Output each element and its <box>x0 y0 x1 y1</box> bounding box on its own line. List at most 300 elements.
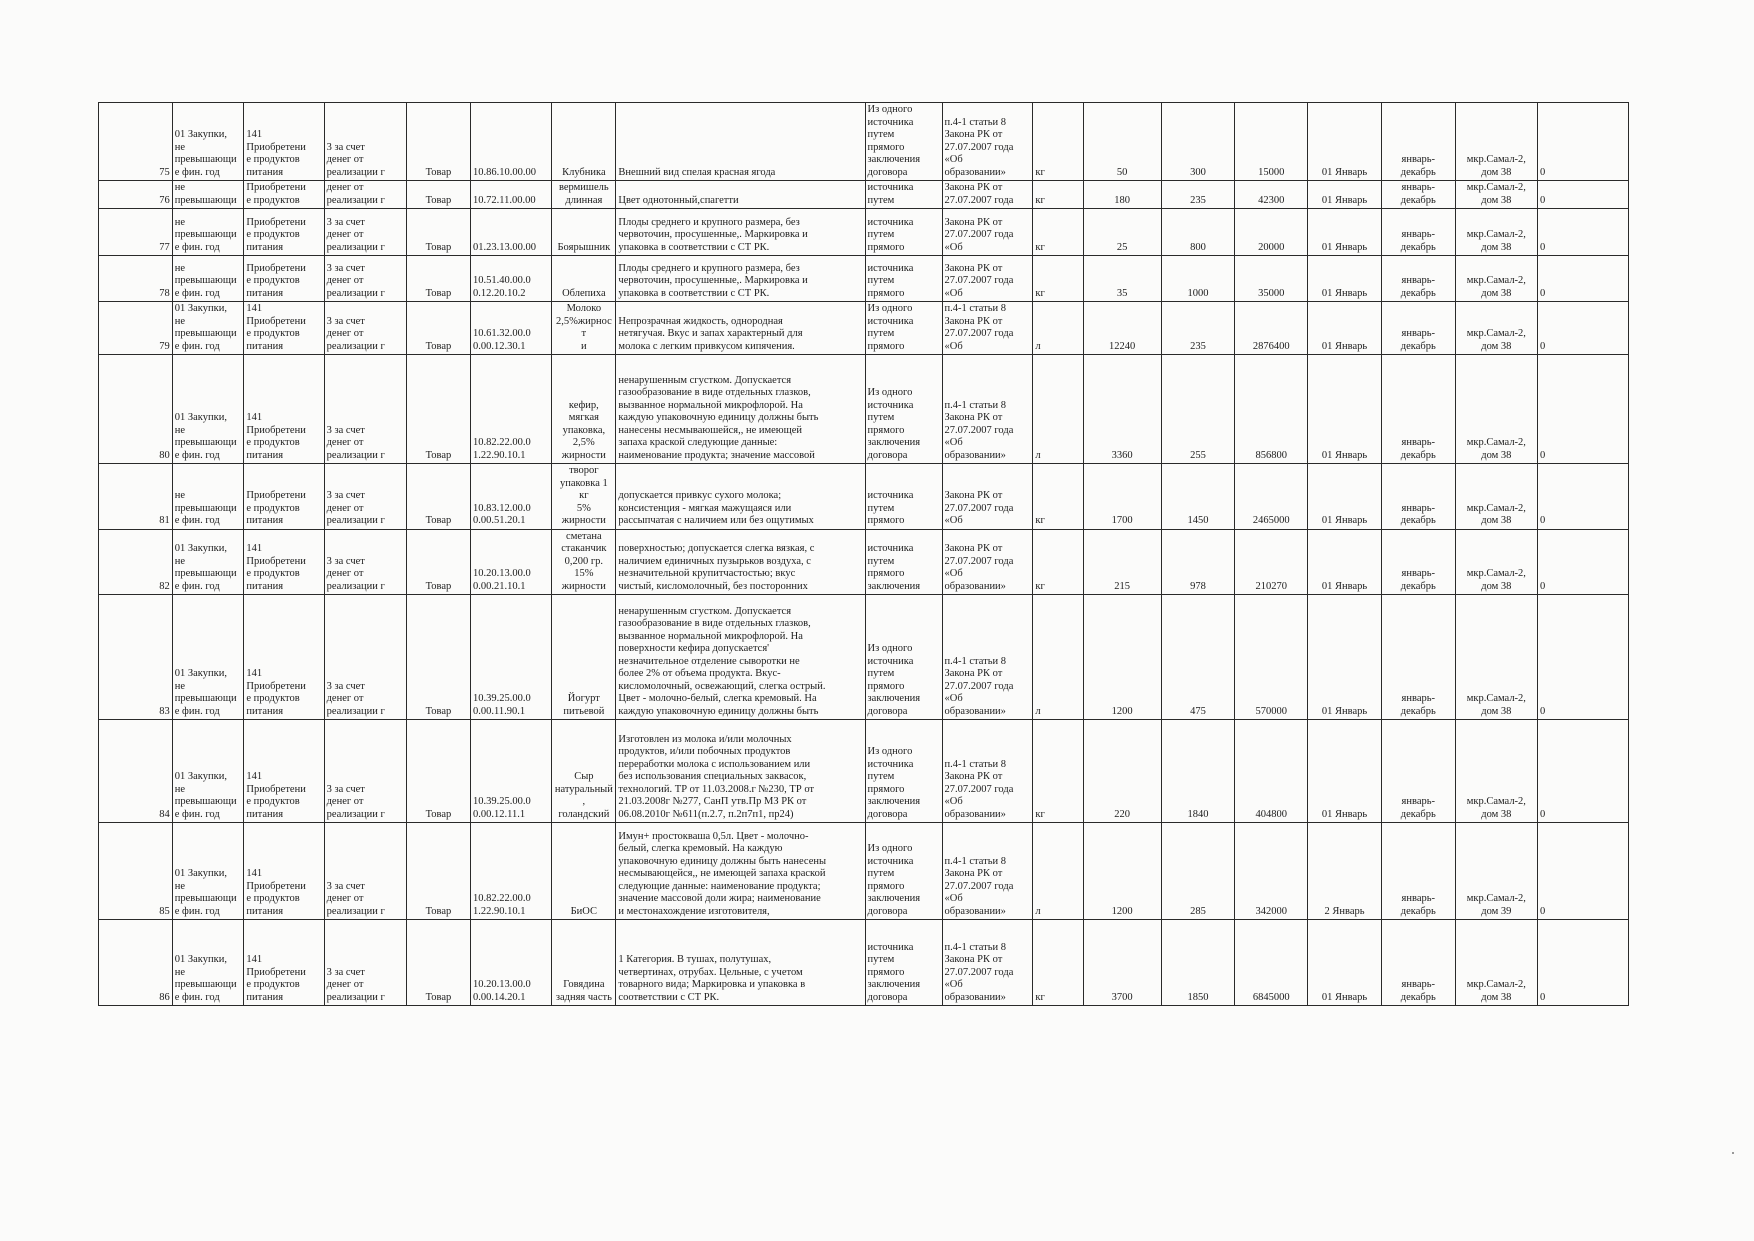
cell-price <box>1161 529 1235 595</box>
cell-advance-text: 0 <box>1539 449 1546 461</box>
cell-unit <box>1033 920 1083 1006</box>
cell-sum-text: 35000 <box>1258 287 1285 299</box>
cell-name-text: творог упаковка 1 кг 5% жирности <box>559 465 608 526</box>
cell-sum-text: 42300 <box>1258 194 1285 206</box>
cell-desc <box>616 464 865 530</box>
cell-place-text: мкр.Самал-2, дом 38 <box>1466 182 1526 206</box>
cell-method-text: Из одного источника путем прямого заключения договора <box>867 387 921 461</box>
cell-category-text: 01 Закупки, не превышающи е фин. год <box>174 543 237 592</box>
cell-name-text: БиОС <box>570 905 598 917</box>
cell-category <box>172 256 244 302</box>
cell-method <box>865 209 942 256</box>
cell-kind-text: Товар <box>425 166 452 178</box>
cell-period <box>1381 181 1455 209</box>
cell-place-text: мкр.Самал-2, дом 38 <box>1466 502 1526 526</box>
cell-unit <box>1033 103 1083 181</box>
cell-kind-text: Товар <box>425 194 452 206</box>
cell-sum <box>1235 209 1308 256</box>
cell-kind <box>406 464 470 530</box>
cell-num-text: 77 <box>159 241 170 253</box>
cell-law <box>942 256 1033 302</box>
cell-month <box>1308 720 1382 823</box>
cell-name <box>552 103 616 181</box>
cell-period <box>1381 720 1455 823</box>
cell-sum <box>1235 464 1308 530</box>
cell-desc-text: поверхностью; допускается слегка вязкая, с наличием единичных пузырьков воздуха, с незначительной крупитчастостью; вкус чистый, кисломолочный, без посторонних <box>618 543 815 592</box>
cell-kind-text: Товар <box>425 905 452 917</box>
cell-source <box>324 720 406 823</box>
cell-kpved-text: 10.20.13.00.0 0.00.21.10.1 <box>473 568 531 592</box>
cell-place <box>1455 720 1537 823</box>
cell-category <box>172 823 244 920</box>
cell-desc-text: ненарушенным сгустком. Допускается газообразование в виде отдельных глазков, вызванное нормальной микрофлорой. На каждую упаковочную единицу должны быть нанесены несмываюшейся,, не имеющей запаха краской следующие данные: наименование продукта; значение массовой <box>618 374 819 461</box>
cell-category <box>172 529 244 595</box>
cell-name-text: Боярышник <box>557 241 611 253</box>
cell-unit-text: кг <box>1035 166 1045 178</box>
cell-month <box>1308 529 1382 595</box>
cell-code <box>244 464 324 530</box>
cell-source-text: 3 за счет денег от реализации г <box>326 555 385 592</box>
cell-kpved <box>471 256 552 302</box>
cell-month-text: 01 Январь <box>1321 241 1368 253</box>
cell-desc-text: Цвет однотонный,спагетти <box>618 194 739 206</box>
cell-period <box>1381 529 1455 595</box>
cell-price <box>1161 209 1235 256</box>
cell-advance <box>1537 464 1628 530</box>
cell-period <box>1381 355 1455 464</box>
cell-code-text: Приобретени е продуктов <box>246 182 306 206</box>
cell-qty-text: 180 <box>1114 194 1131 206</box>
cell-name <box>552 920 616 1006</box>
cell-kpved-text: 10.51.40.00.0 0.12.20.10.2 <box>473 275 531 299</box>
cell-sum <box>1235 920 1308 1006</box>
cell-sum-text: 404800 <box>1255 808 1288 820</box>
cell-price-text: 1450 <box>1187 515 1209 526</box>
cell-name <box>552 181 616 209</box>
table-row <box>99 302 1629 355</box>
cell-place-text: мкр.Самал-2, дом 39 <box>1466 893 1526 917</box>
cell-place <box>1455 464 1537 530</box>
cell-sum-text: 6845000 <box>1252 991 1290 1003</box>
cell-kpved-text: 10.61.32.00.0 0.00.12.30.1 <box>473 328 531 352</box>
cell-method-text: Из одного источника путем прямого <box>867 303 914 352</box>
cell-source <box>324 355 406 464</box>
cell-name <box>552 355 616 464</box>
cell-sum-text: 2465000 <box>1252 515 1290 526</box>
cell-name <box>552 595 616 720</box>
cell-unit <box>1033 595 1083 720</box>
cell-name <box>552 209 616 256</box>
cell-source-text: 3 за счет денег от реализации г <box>326 783 385 820</box>
cell-num-text: 79 <box>159 340 170 352</box>
cell-sum-text: 570000 <box>1255 705 1288 717</box>
cell-desc-text: Плоды среднего и крупного размера, без червоточин, просушенные,. Маркировка и упаковка в соответствии с СТ РК. <box>618 216 808 253</box>
cell-law <box>942 181 1033 209</box>
cell-code-text: 141 Приобретени е продуктов питания <box>246 954 306 1003</box>
table-row <box>99 181 1629 209</box>
cell-source <box>324 823 406 920</box>
cell-unit-text: л <box>1035 705 1041 717</box>
cell-desc <box>616 720 865 823</box>
cell-desc-text: Внешний вид спелая красная ягода <box>618 166 776 178</box>
cell-period-text: январь- декабрь <box>1400 502 1436 526</box>
table-row <box>99 595 1629 720</box>
table-row <box>99 256 1629 302</box>
cell-price-text: 1850 <box>1187 991 1209 1003</box>
cell-category-text: 01 Закупки, не превышающи е фин. год <box>174 303 237 352</box>
cell-num <box>99 720 173 823</box>
cell-code <box>244 256 324 302</box>
cell-advance-text: 0 <box>1539 515 1546 526</box>
table-row <box>99 355 1629 464</box>
cell-law <box>942 302 1033 355</box>
cell-method-text: Из одного источника путем прямого заключения договора <box>867 643 921 717</box>
cell-month-text: 01 Январь <box>1321 515 1368 526</box>
cell-law-text: Закона РК от 27.07.2007 года <box>944 182 1014 206</box>
cell-place <box>1455 355 1537 464</box>
cell-code-text: 141 Приобретени е продуктов питания <box>246 543 306 592</box>
table-row <box>99 529 1629 595</box>
cell-unit <box>1033 464 1083 530</box>
cell-law <box>942 529 1033 595</box>
cell-desc <box>616 920 865 1006</box>
scan-speck <box>1732 1152 1734 1154</box>
cell-num <box>99 464 173 530</box>
cell-name <box>552 529 616 595</box>
cell-advance <box>1537 181 1628 209</box>
cell-advance <box>1537 209 1628 256</box>
cell-unit-text: кг <box>1035 991 1045 1003</box>
cell-place-text: мкр.Самал-2, дом 38 <box>1466 275 1526 299</box>
cell-source-text: 3 за счет денег от реализации г <box>326 490 385 526</box>
cell-num-text: 81 <box>159 515 170 526</box>
cell-method-text: Из одного источника путем прямого заключения договора <box>867 843 921 917</box>
cell-category-text: не превышающи е фин. год <box>174 490 237 526</box>
cell-law-text: п.4-1 статьи 8 Закона РК от 27.07.2007 года «Об образовании» <box>944 116 1014 178</box>
cell-category-text: 01 Закупки, не превышающи е фин. год <box>174 668 237 717</box>
cell-law <box>942 464 1033 530</box>
cell-num-text: 75 <box>159 166 170 178</box>
cell-month <box>1308 209 1382 256</box>
cell-desc <box>616 529 865 595</box>
table-row <box>99 209 1629 256</box>
cell-code <box>244 355 324 464</box>
cell-method-text: источника путем прямого заключения договора <box>867 941 921 1003</box>
cell-advance-text: 0 <box>1539 340 1546 352</box>
cell-category-text: 01 Закупки, не превышающи е фин. год <box>174 129 237 178</box>
cell-qty-text: 1200 <box>1111 705 1133 717</box>
cell-kind <box>406 181 470 209</box>
cell-unit <box>1033 529 1083 595</box>
cell-method <box>865 256 942 302</box>
cell-month-text: 01 Январь <box>1321 808 1368 820</box>
cell-name-text: вермишель длинная <box>559 182 609 206</box>
cell-price <box>1161 464 1235 530</box>
cell-kind <box>406 256 470 302</box>
cell-method-text: Из одного источника путем прямого заключения договора <box>867 104 921 178</box>
cell-method <box>865 103 942 181</box>
cell-qty <box>1083 302 1161 355</box>
cell-qty <box>1083 181 1161 209</box>
cell-month <box>1308 181 1382 209</box>
cell-desc-text: 1 Категория. В тушах, полутушах, четвертинах, отрубах. Цельные, с учетом товарного вида; Маркировка и упаковка в соответствии с СТ РК. <box>618 954 806 1003</box>
cell-price-text: 800 <box>1190 241 1206 253</box>
cell-unit-text: кг <box>1035 194 1045 206</box>
cell-period-text: январь- декабрь <box>1400 893 1436 917</box>
cell-source-text: 3 за счет денег от реализации г <box>326 424 385 461</box>
cell-sum <box>1235 302 1308 355</box>
cell-kpved-text: 10.39.25.00.0 0.00.11.90.1 <box>473 693 531 717</box>
cell-month-text: 01 Январь <box>1321 991 1368 1003</box>
cell-price <box>1161 181 1235 209</box>
table-body <box>99 103 1629 1006</box>
cell-advance <box>1537 302 1628 355</box>
cell-price-text: 978 <box>1190 580 1206 592</box>
cell-place-text: мкр.Самал-2, дом 38 <box>1466 154 1526 178</box>
cell-desc-text: ненарушенным сгустком. Допускается газообразование в виде отдельных глазков, вызванное нормальной микрофлорой. На поверхности кефира допускается' незначительное отделение сыворотки не более 2% от объема продукта. Вкус- кисломолочный, освежающий, слегка острый. Цвет - молочно-белый, слегка кремовый. На каждую упаковочную единицу должны быть <box>618 605 826 717</box>
cell-qty-text: 1700 <box>1111 515 1133 526</box>
cell-desc <box>616 595 865 720</box>
table-row <box>99 720 1629 823</box>
cell-category-text: 01 Закупки, не превышающи е фин. год <box>174 412 237 461</box>
cell-period-text: январь- декабрь <box>1400 182 1436 206</box>
cell-num <box>99 355 173 464</box>
cell-desc-text: допускается привкус сухого молока; консистенция - мягкая мажущаяся или рассыпчатая с наличием или без ощутимых <box>618 490 814 526</box>
cell-price-text: 285 <box>1190 905 1206 917</box>
cell-month-text: 01 Январь <box>1321 194 1368 206</box>
cell-unit-text: кг <box>1035 241 1045 253</box>
cell-period-text: январь- декабрь <box>1400 154 1436 178</box>
cell-sum <box>1235 103 1308 181</box>
cell-law <box>942 355 1033 464</box>
cell-sum-text: 342000 <box>1255 905 1288 917</box>
cell-qty-text: 1200 <box>1111 905 1133 917</box>
cell-sum-text: 210270 <box>1255 580 1288 592</box>
cell-place <box>1455 181 1537 209</box>
cell-num <box>99 209 173 256</box>
cell-advance-text: 0 <box>1539 808 1546 820</box>
cell-method-text: источника путем прямого <box>867 262 914 299</box>
cell-place <box>1455 302 1537 355</box>
cell-kpved-text: 01.23.13.00.00 <box>473 241 537 253</box>
cell-method-text: источника путем прямого заключения <box>867 543 921 592</box>
cell-advance <box>1537 256 1628 302</box>
cell-law-text: п.4-1 статьи 8 Закона РК от 27.07.2007 года «Об образовании» <box>944 655 1014 717</box>
cell-price-text: 235 <box>1190 194 1206 206</box>
cell-desc-text: Непрозрачная жидкость, однородная нетягучая. Вкус и запах характерный для молока с легким привкусом кипячения. <box>618 315 803 352</box>
cell-num <box>99 302 173 355</box>
cell-code-text: 141 Приобретени е продуктов питания <box>246 412 306 461</box>
cell-kpved-text: 10.39.25.00.0 0.00.12.11.1 <box>473 796 531 820</box>
cell-place <box>1455 920 1537 1006</box>
cell-source-text: 3 за счет денег от реализации г <box>326 315 385 352</box>
cell-advance <box>1537 595 1628 720</box>
cell-name <box>552 256 616 302</box>
cell-month-text: 01 Январь <box>1321 166 1368 178</box>
cell-source <box>324 302 406 355</box>
cell-code-text: 141 Приобретени е продуктов питания <box>246 129 306 178</box>
cell-source-text: 3 за счет денег от реализации г <box>326 141 385 178</box>
cell-method-text: источника путем <box>867 182 914 206</box>
cell-kpved <box>471 355 552 464</box>
cell-name <box>552 720 616 823</box>
cell-sum <box>1235 181 1308 209</box>
cell-advance <box>1537 103 1628 181</box>
cell-unit <box>1033 823 1083 920</box>
cell-source-text: 3 за счет денег от реализации г <box>326 966 385 1003</box>
cell-name-text: Сыр натуральный, голандский <box>554 771 613 820</box>
cell-law <box>942 103 1033 181</box>
cell-unit <box>1033 720 1083 823</box>
cell-category-text: 01 Закупки, не превышающи е фин. год <box>174 771 237 820</box>
cell-method-text: источника путем прямого <box>867 490 914 526</box>
cell-month <box>1308 920 1382 1006</box>
cell-kind-text: Товар <box>425 991 452 1003</box>
cell-qty <box>1083 209 1161 256</box>
cell-num-text: 82 <box>159 580 170 592</box>
cell-price <box>1161 355 1235 464</box>
cell-source <box>324 464 406 530</box>
cell-kind-text: Товар <box>425 808 452 820</box>
cell-desc-text: Плоды среднего и крупного размера, без червоточин, просушенные,. Маркировка и упаковка в соответствии с СТ РК. <box>618 262 808 299</box>
cell-desc <box>616 823 865 920</box>
cell-desc <box>616 209 865 256</box>
cell-price <box>1161 720 1235 823</box>
cell-method <box>865 720 942 823</box>
cell-source <box>324 595 406 720</box>
cell-period-text: январь- декабрь <box>1400 979 1436 1003</box>
cell-desc-text: Изготовлен из молока и/или молочных продуктов, и/или побочных продуктов переработки молока с использованием или без использования специальных заквасок, технологий. ТР от 11.03.2008.г №230, ТР от 21.03.2008г №277, СанП утв.Пр МЗ РК от 06.08.2010г №611(п.2.7, п.2п7п1, пр24) <box>618 733 815 820</box>
cell-unit <box>1033 302 1083 355</box>
cell-place-text: мкр.Самал-2, дом 38 <box>1466 979 1526 1003</box>
cell-price-text: 300 <box>1190 166 1206 178</box>
cell-num <box>99 529 173 595</box>
cell-month-text: 01 Январь <box>1321 580 1368 592</box>
cell-code <box>244 920 324 1006</box>
cell-month <box>1308 256 1382 302</box>
cell-place-text: мкр.Самал-2, дом 38 <box>1466 568 1526 592</box>
cell-qty-text: 215 <box>1114 580 1131 592</box>
cell-period <box>1381 823 1455 920</box>
cell-kind-text: Товар <box>425 287 452 299</box>
cell-num-text: 76 <box>159 194 170 206</box>
cell-month <box>1308 103 1382 181</box>
cell-place-text: мкр.Самал-2, дом 38 <box>1466 796 1526 820</box>
cell-qty <box>1083 103 1161 181</box>
cell-desc <box>616 181 865 209</box>
cell-law-text: п.4-1 статьи 8 Закона РК от 27.07.2007 года «Об образовании» <box>944 758 1014 820</box>
cell-code <box>244 529 324 595</box>
cell-kpved <box>471 920 552 1006</box>
cell-kind <box>406 920 470 1006</box>
cell-place-text: мкр.Самал-2, дом 38 <box>1466 693 1526 717</box>
cell-period-text: январь- декабрь <box>1400 328 1436 352</box>
cell-name <box>552 823 616 920</box>
cell-unit <box>1033 355 1083 464</box>
cell-law-text: п.4-1 статьи 8 Закона РК от 27.07.2007 года «Об <box>944 303 1014 352</box>
cell-law-text: п.4-1 статьи 8 Закона РК от 27.07.2007 года «Об образовании» <box>944 941 1014 1003</box>
cell-unit-text: л <box>1035 340 1041 352</box>
cell-method <box>865 355 942 464</box>
cell-category <box>172 464 244 530</box>
cell-source-text: денег от реализации г <box>326 182 385 206</box>
cell-code <box>244 209 324 256</box>
cell-num-text: 84 <box>159 808 170 820</box>
cell-law-text: Закона РК от 27.07.2007 года «Об образовании» <box>944 543 1014 592</box>
cell-source <box>324 103 406 181</box>
cell-kpved-text: 10.86.10.00.00 <box>473 166 537 178</box>
cell-kpved-text: 10.82.22.00.0 1.22.90.10.1 <box>473 893 531 917</box>
cell-law <box>942 720 1033 823</box>
cell-month-text: 01 Январь <box>1321 449 1368 461</box>
cell-name <box>552 464 616 530</box>
cell-num <box>99 103 173 181</box>
cell-period <box>1381 302 1455 355</box>
cell-place <box>1455 529 1537 595</box>
cell-month-text: 2 Январь <box>1324 905 1365 917</box>
table-row <box>99 823 1629 920</box>
cell-qty <box>1083 529 1161 595</box>
cell-code <box>244 823 324 920</box>
cell-qty-text: 3700 <box>1111 991 1133 1003</box>
cell-kind-text: Товар <box>425 449 452 461</box>
cell-price <box>1161 302 1235 355</box>
cell-unit-text: л <box>1035 905 1041 917</box>
cell-num <box>99 823 173 920</box>
cell-method <box>865 181 942 209</box>
cell-code-text: 141 Приобретени е продуктов питания <box>246 668 306 717</box>
cell-law <box>942 920 1033 1006</box>
cell-qty-text: 3360 <box>1111 449 1133 461</box>
cell-category <box>172 181 244 209</box>
cell-code-text: 141 Приобретени е продуктов питания <box>246 303 306 352</box>
cell-method-text: источника путем прямого <box>867 216 914 253</box>
cell-kind-text: Товар <box>425 340 452 352</box>
cell-price-text: 235 <box>1190 340 1206 352</box>
cell-advance-text: 0 <box>1539 705 1546 717</box>
cell-kind-text: Товар <box>425 580 452 592</box>
cell-desc <box>616 256 865 302</box>
cell-kind <box>406 209 470 256</box>
cell-period <box>1381 595 1455 720</box>
cell-desc <box>616 302 865 355</box>
cell-num <box>99 181 173 209</box>
cell-kind <box>406 529 470 595</box>
cell-month-text: 01 Январь <box>1321 287 1368 299</box>
cell-kpved-text: 10.72.11.00.00 <box>473 194 536 206</box>
cell-method <box>865 302 942 355</box>
cell-month-text: 01 Январь <box>1321 705 1368 717</box>
cell-place-text: мкр.Самал-2, дом 38 <box>1466 328 1526 352</box>
cell-sum-text: 2876400 <box>1252 340 1290 352</box>
cell-qty-text: 12240 <box>1109 340 1136 352</box>
cell-price-text: 475 <box>1190 705 1206 717</box>
cell-source <box>324 209 406 256</box>
cell-unit-text: кг <box>1035 808 1045 820</box>
cell-category-text: 01 Закупки, не превышающи е фин. год <box>174 954 237 1003</box>
cell-law <box>942 823 1033 920</box>
cell-kpved-text: 10.83.12.00.0 0.00.51.20.1 <box>473 502 531 526</box>
cell-code-text: Приобретени е продуктов питания <box>246 262 306 299</box>
cell-category <box>172 302 244 355</box>
cell-sum-text: 15000 <box>1258 166 1285 178</box>
cell-unit <box>1033 181 1083 209</box>
cell-source-text: 3 за счет денег от реализации г <box>326 216 385 253</box>
cell-place-text: мкр.Самал-2, дом 38 <box>1466 229 1526 253</box>
cell-method <box>865 464 942 530</box>
cell-code-text: Приобретени е продуктов питания <box>246 490 306 526</box>
cell-sum-text: 20000 <box>1258 241 1285 253</box>
